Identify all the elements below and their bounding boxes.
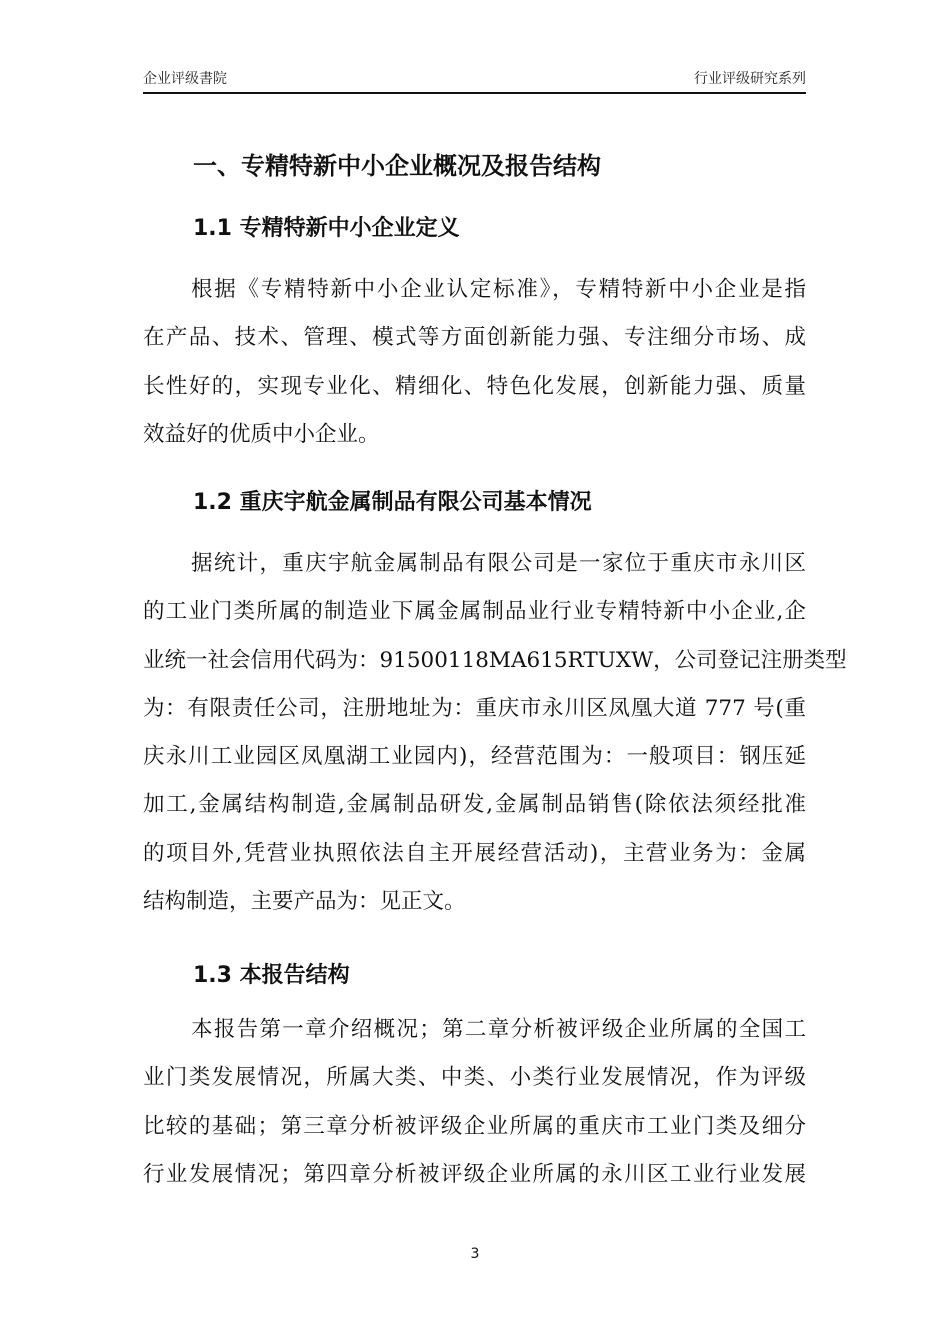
text-line: 效益好的优质中小企业。 (143, 421, 380, 447)
text-line: 加工,金属结构制造,金属制品研发,金属制品销售(除依法须经批准 (143, 792, 806, 818)
paragraph-1-3 (143, 1006, 806, 1199)
paragraph-1-1 (143, 266, 806, 459)
text-line: 比较的基础；第三章分析被评级企业所属的重庆市工业门类及细分 (143, 1113, 806, 1139)
text-line: 在产品、技术、管理、模式等方面创新能力强、专注细分市场、成 (143, 325, 806, 351)
section-heading-1-2: 1.2 重庆宇航金属制品有限公司基本情况 (193, 490, 592, 515)
text-line: 的工业门类所属的制造业下属金属制品业行业专精特新中小企业,企 (143, 599, 806, 625)
text-line: 庆永川工业园区凤凰湖工业园内)，经营范围为：一般项目：钢压延 (143, 744, 806, 770)
text-line: 据统计，重庆宇航金属制品有限公司是一家位于重庆市永川区 (191, 551, 806, 576)
text-line: 业门类发展情况，所属大类、中类、小类行业发展情况，作为评级 (143, 1065, 806, 1091)
header-left: 企业评级書院 (143, 71, 227, 87)
chapter-title: 一、专精特新中小企业概况及报告结构 (193, 152, 601, 180)
paragraph-1-2 (143, 540, 847, 926)
header-rule (143, 92, 806, 94)
page-number: 3 (470, 1246, 480, 1262)
section-heading-1-3: 1.3 本报告结构 (193, 963, 350, 988)
text-line: 为：有限责任公司，注册地址为：重庆市永川区凤凰大道 777 号(重 (143, 695, 806, 721)
text-line: 行业发展情况；第四章分析被评级企业所属的永川区工业行业发展 (143, 1161, 806, 1187)
text-line: 结构制造，主要产品为：见正文。 (143, 889, 466, 915)
text-line: 业统一社会信用代码为：91500118MA615RTUXW，公司登记注册类型 (143, 647, 847, 673)
text-line: 本报告第一章介绍概况；第二章分析被评级企业所属的全国工 (191, 1017, 806, 1042)
text-line: 的项目外,凭营业执照依法自主开展经营活动)，主营业务为：金属 (143, 840, 806, 866)
section-heading-1-1: 1.1 专精特新中小企业定义 (193, 216, 460, 241)
text-line: 长性好的，实现专业化、精细化、特色化发展，创新能力强、质量 (143, 373, 806, 399)
text-line: 根据《专精特新中小企业认定标准》，专精特新中小企业是指 (191, 277, 806, 302)
header-right: 行业评级研究系列 (694, 71, 806, 87)
